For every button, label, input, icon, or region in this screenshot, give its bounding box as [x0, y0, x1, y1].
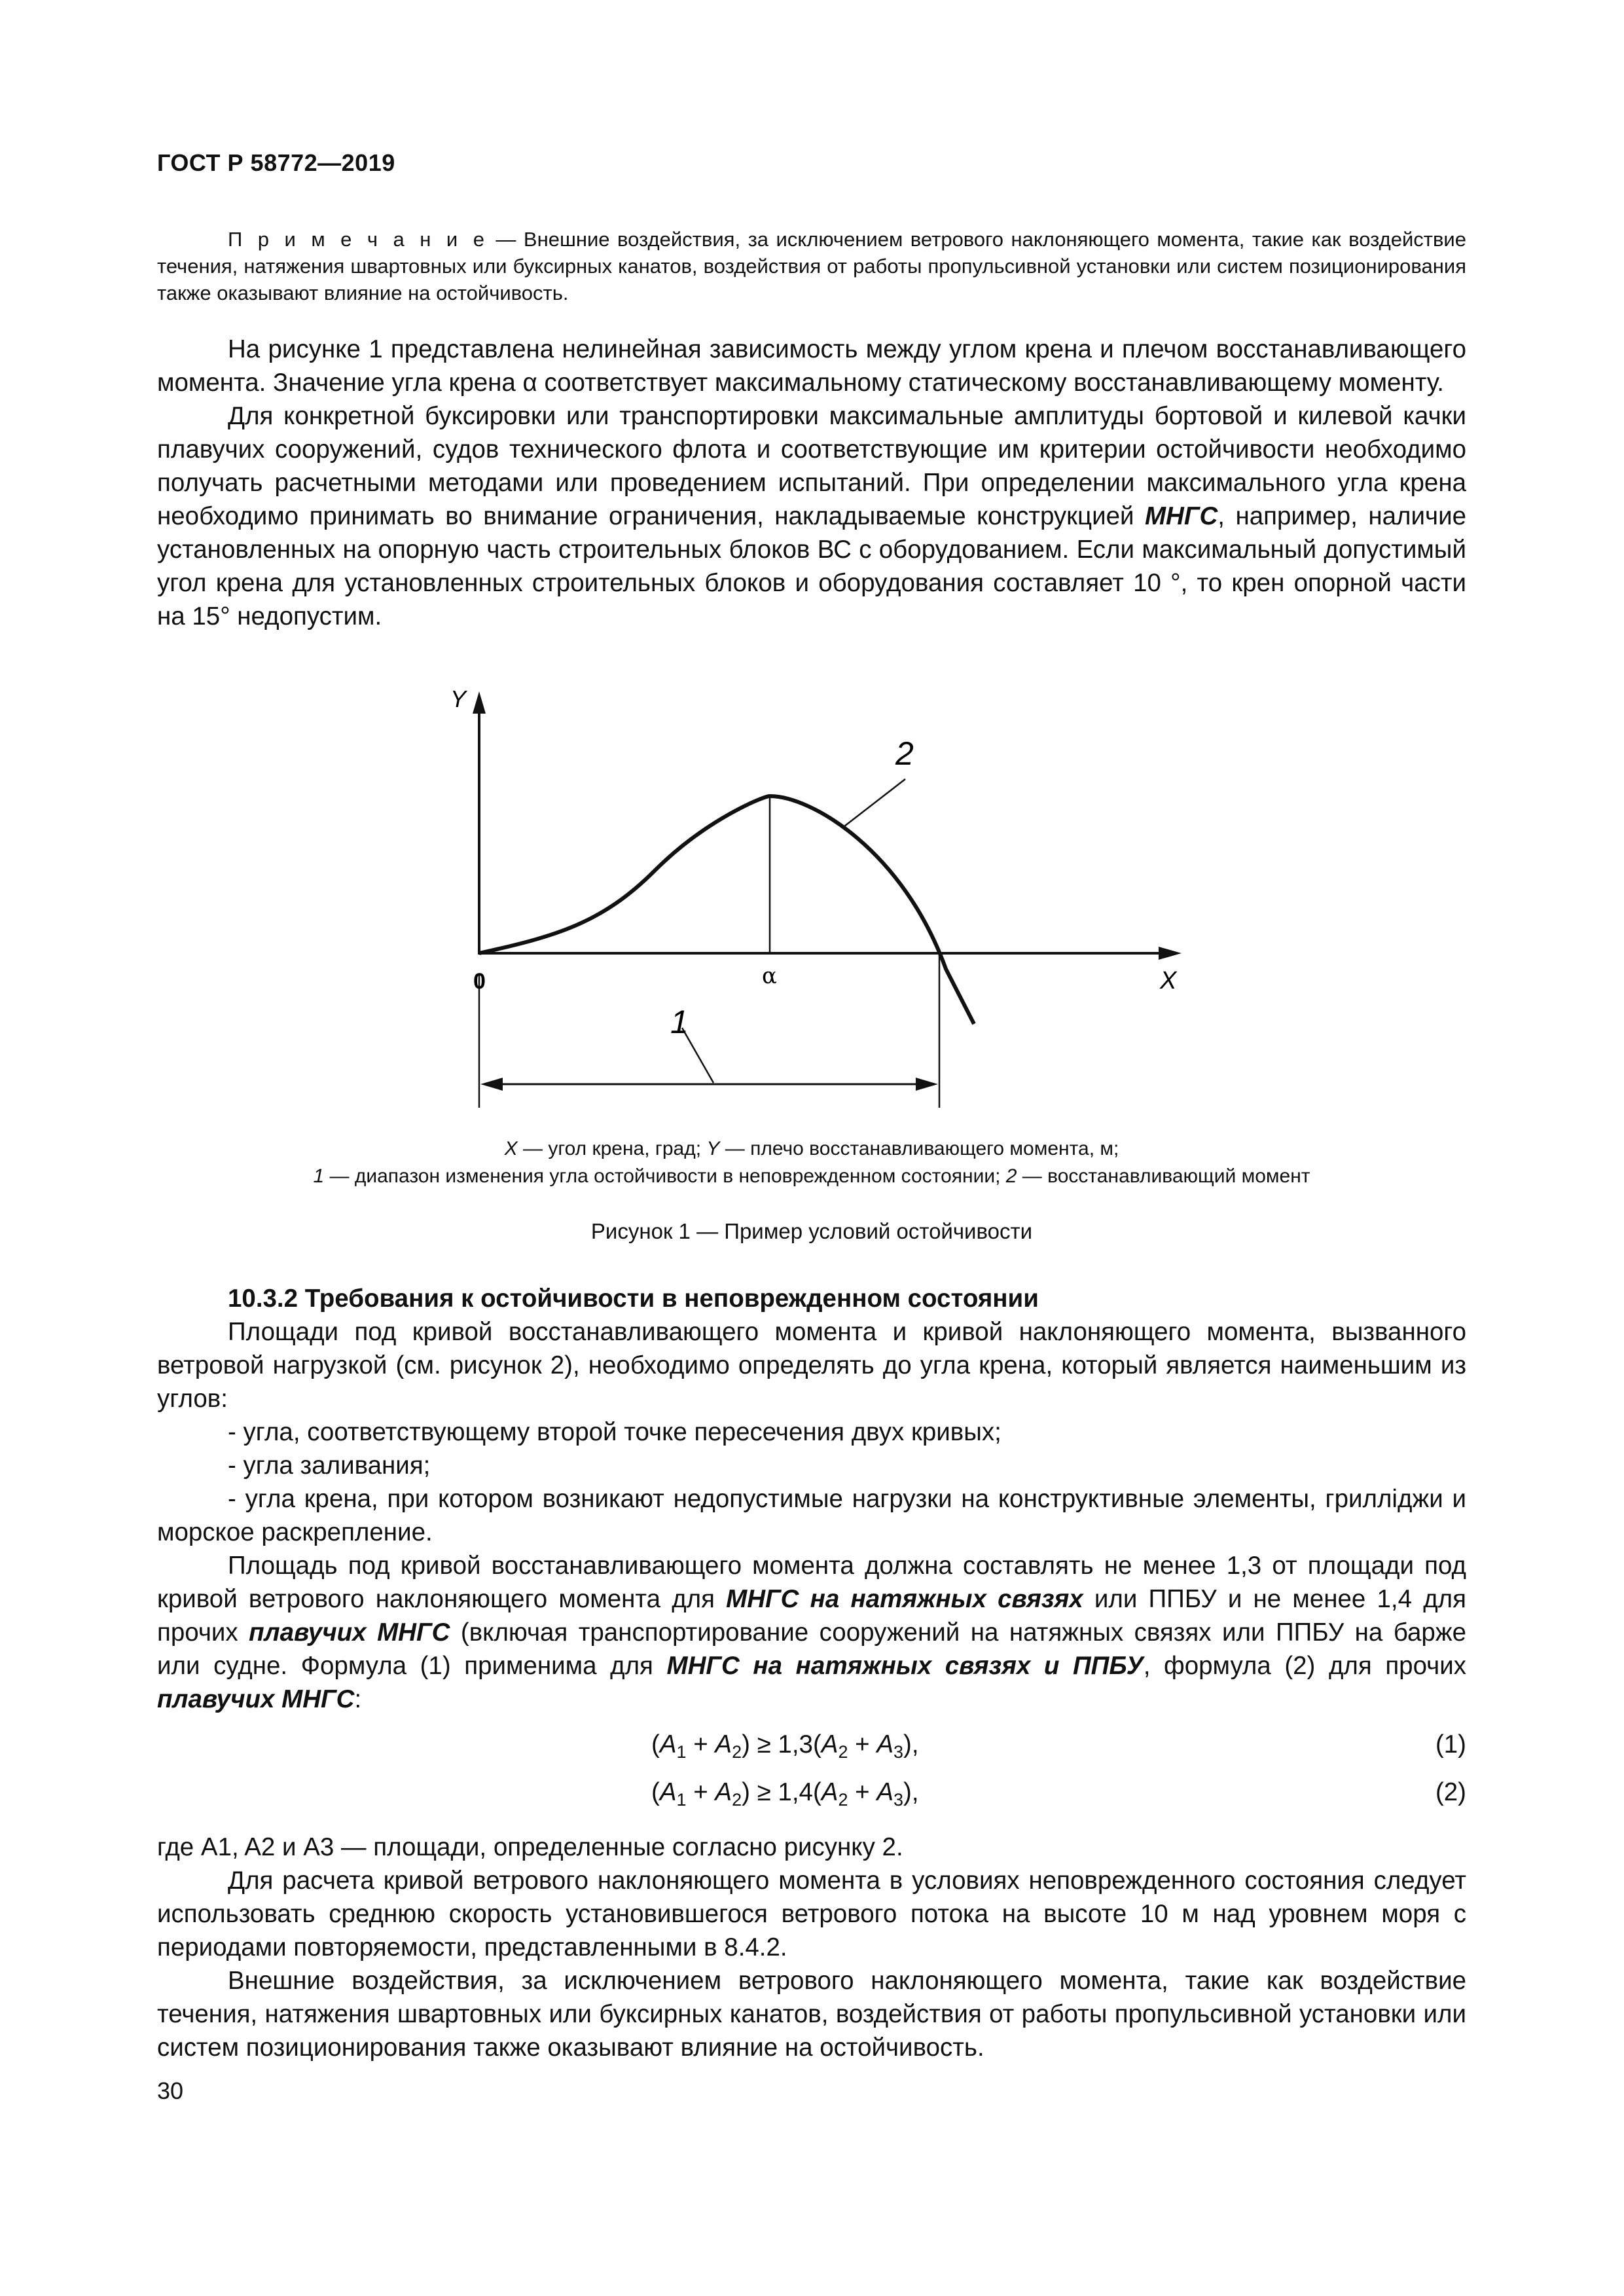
- legend-y-symbol: Y: [706, 1138, 720, 1159]
- callout-2-leader: [844, 779, 905, 826]
- formula-2-expression: $(A_1 + A_2) \ge 1,4(A_2 + A_3)$,: [651, 1778, 919, 1810]
- list-item: - угла крена, при котором возникают недопустимые нагрузки на конструктивные элементы, грилліджи и морское раскрепление.: [157, 1485, 1466, 1546]
- legend-item-1-number: 1: [313, 1165, 325, 1187]
- p2-part-i: :: [354, 1685, 362, 1713]
- body-text-top: [157, 333, 1466, 633]
- figure-caption: Рисунок 1 — Пример условий остойчивости: [590, 1219, 1033, 1243]
- note-label: П р и м е ч а н и е: [228, 228, 488, 251]
- legend-item-1-text: — диапазон изменения угла остойчивости в неповрежденном состоянии;: [324, 1165, 1006, 1187]
- legend-item-2-text: — восстанавливающий момент: [1017, 1165, 1310, 1187]
- stability-diagram: [406, 681, 1257, 1126]
- p2-emphasis-b: МНГС на натяжных связях: [726, 1585, 1083, 1613]
- y-axis-arrow: [473, 691, 486, 714]
- paragraph-2-emphasis: МНГС: [1144, 502, 1218, 530]
- section-paragraph-2: [157, 1549, 1466, 1716]
- legend-y-text: — плечо восстанавливающего момента, м;: [719, 1138, 1119, 1159]
- callout-1-label: 1: [670, 1004, 689, 1040]
- formula-1-number: (1): [1435, 1730, 1466, 1758]
- legend-line-2: [157, 1163, 1466, 1190]
- body-text-bottom: [157, 1831, 1466, 2064]
- p2-part-a: Площадь под кривой восстанавливающего момента должна составлять не менее 1,3 от площади под кривой ветрового наклоняющего момента для: [157, 1552, 1466, 1613]
- restoring-moment-curve: [479, 796, 974, 1024]
- section-paragraph-1: Площади под кривой восстанавливающего момента и кривой наклоняющего момента, вызванного ветровой нагрузкой (см. рисунок 2), необходимо определять до угла крена, который является наименьшим из углов:: [157, 1318, 1466, 1413]
- paragraph-3: Для расчета кривой ветрового наклоняющего момента в условиях неповрежденного состояния следует использовать среднюю скорость установившегося ветрового потока на высоте 10 м над уровнем моря с периодами повторяемости, представленными в 8.4.2.: [157, 1867, 1466, 1961]
- x-axis-arrow: [1159, 947, 1182, 960]
- formula-2-coefficient: 1,4: [778, 1778, 813, 1806]
- list-item: - угла заливания;: [228, 1451, 431, 1480]
- p2-part-e: (включая транспортирование сооружений на натяжных связях или ППБУ на барже или судне. Формула (1) применима для: [157, 1618, 1466, 1680]
- paragraph-2-part-a: Для конкретной буксировки или транспортировки максимальные амплитуды бортовой и килевой качки плавучих сооружений, судов технического флота и соответствующие им критерии остойчивости необходимо получать расчетными методами или проведением испытаний. При определении максимального угла крена необходимо принимать во внимание ограничения, накладываемые конструкцией: [157, 402, 1466, 530]
- paragraph-2: [157, 399, 1466, 633]
- paragraph-4: Внешние воздействия, за исключением ветрового наклоняющего момента, такие как воздействие течения, натяжения швартовных или буксирных канатов, воздействия от работы пропульсивной установки или систем позиционирования также оказывают влияние на остойчивость.: [157, 1967, 1466, 2062]
- formula-2-number: (2): [1435, 1778, 1466, 1806]
- legend-line-1: [157, 1135, 1466, 1163]
- formula-1: [157, 1730, 1466, 1764]
- range-arrow-right: [916, 1078, 938, 1091]
- range-arrow-left: [480, 1078, 503, 1091]
- y-axis-label: Y: [450, 685, 467, 712]
- p2-emphasis-d: плавучих МНГС: [249, 1618, 450, 1647]
- figure-1: [406, 681, 1257, 1126]
- document-id: ГОСТ Р 58772—2019: [157, 149, 395, 176]
- formula-1-coefficient: 1,3: [778, 1730, 813, 1758]
- alpha-label: α: [762, 963, 777, 989]
- where-clause: где A1, A2 и A3 — площади, определенные согласно рисунку 2.: [157, 1833, 903, 1861]
- list-item: - угла, соответствующему второй точке пересечения двух кривых;: [228, 1418, 1001, 1446]
- formula-1-expression: $(A_1 + A_2) \ge 1,3(A_2 + A_3)$,: [651, 1730, 919, 1762]
- paragraph-1: На рисунке 1 представлена нелинейная зависимость между углом крена и плечом восстанавливающего момента. Значение угла крена α соответствует максимальному статическому восстанавливающему моменту.: [157, 335, 1466, 397]
- note-block: [157, 226, 1466, 306]
- p2-emphasis-h: плавучих МНГС: [157, 1685, 355, 1713]
- legend-x-symbol: X: [504, 1138, 518, 1159]
- formula-2: [157, 1778, 1466, 1812]
- p2-emphasis-f: МНГС на натяжных связях и ППБУ: [666, 1652, 1144, 1680]
- origin-label: 0: [473, 969, 486, 994]
- paragraph-2-part-c: , например, наличие установленных на опорную часть строительных блоков ВС с оборудованием. Если максимальный допустимый угол крена для установленных строительных блоков и оборудования составляет 10 °, то крен опорной части на 15° недопустим.: [157, 502, 1466, 630]
- legend-item-2-number: 2: [1005, 1165, 1017, 1187]
- page-number: 30: [157, 2077, 184, 2104]
- callout-2-label: 2: [895, 735, 914, 772]
- p2-part-c: или ППБУ и не менее 1,4 для прочих: [157, 1585, 1466, 1647]
- figure-legend: [157, 1135, 1466, 1190]
- section-10-3-2: [157, 1282, 1466, 1716]
- p2-part-g: , формула (2) для прочих: [1143, 1652, 1466, 1680]
- note-text: — Внешние воздействия, за исключением ветрового наклоняющего момента, такие как воздействие течения, натяжения швартовных или буксирных канатов, воздействия от работы пропульсивной установки или систем позиционирования также оказывают влияние на остойчивость.: [157, 228, 1466, 304]
- x-axis-label: X: [1160, 967, 1177, 994]
- section-heading: 10.3.2 Требования к остойчивости в неповрежденном состоянии: [228, 1285, 1039, 1313]
- legend-x-text: — угол крена, град;: [517, 1138, 707, 1159]
